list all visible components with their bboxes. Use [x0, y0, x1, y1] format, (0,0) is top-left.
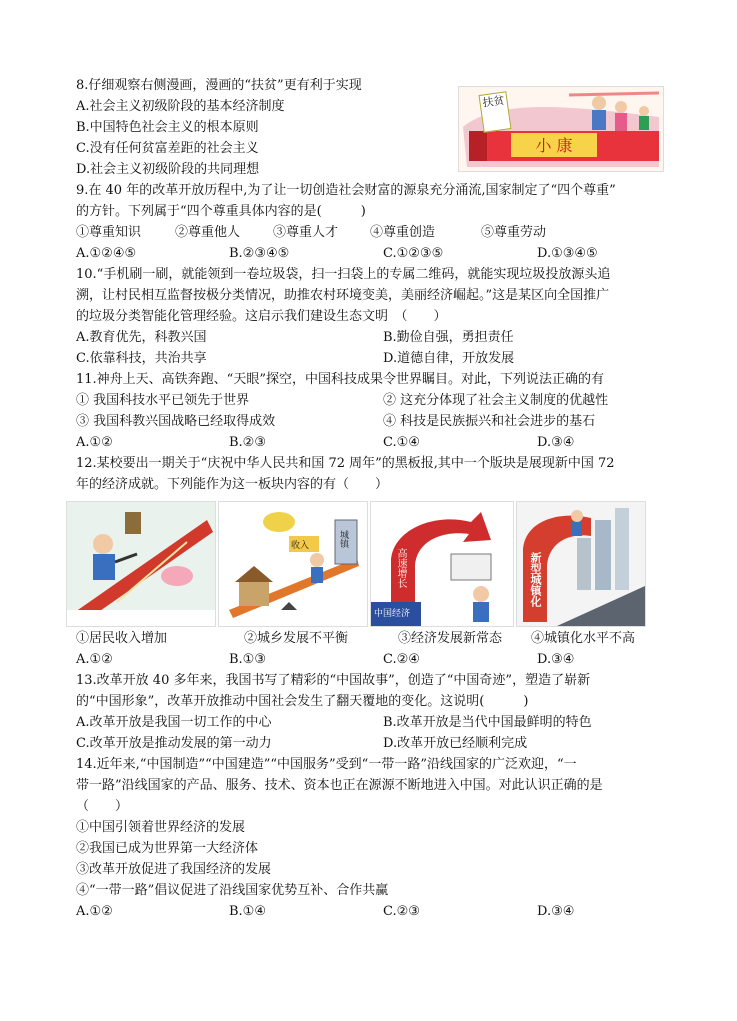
q11-item-1: ① 我国科技水平已领先于世界: [76, 393, 250, 408]
q9-item-5: ⑤尊重劳动: [481, 225, 547, 240]
q14-item-3: ③改革开放促进了我国经济的发展: [76, 862, 272, 877]
q12-stem-line1: 12.某校要出一期关于“庆祝中华人民共和国 72 周年”的黑板报,其中一个版块是展现新中国 72: [76, 456, 615, 471]
q12-cartoon-growth-label: 高速增长: [395, 548, 406, 588]
q9-choice-d: D.①③④⑤: [537, 246, 598, 261]
q12-cartoon-income-label: 收入: [291, 541, 310, 551]
q12-caption-1: ①居民收入增加: [76, 631, 168, 646]
q9-item-2: ②尊重他人: [175, 225, 241, 240]
q11-item-3: ③ 我国科教兴国战略已经取得成效: [76, 414, 276, 429]
q8-stem: 8.仔细观察右侧漫画，漫画的“扶贫”更有利于实现: [76, 78, 362, 93]
q12-cartoon-city-label: 城镇: [338, 530, 348, 548]
q14-item-2: ②我国已成为世界第一大经济体: [76, 841, 259, 856]
q14-choice-a: A.①②: [76, 904, 113, 919]
q11-item-4: ④ 科技是民族振兴和社会进步的基石: [383, 414, 596, 429]
q12-caption-3: ③经济发展新常态: [398, 631, 503, 646]
q9-choice-b: B.②③④⑤: [229, 246, 290, 261]
q14-choice-d: D.③④: [537, 904, 575, 919]
q8-option-c: C.没有任何贫富差距的社会主义: [76, 141, 259, 156]
q12-choice-d: D.③④: [537, 652, 575, 667]
q14-stem-line1: 14.近年来,“中国制造”“中国建造”“中国服务”受到“一带一路”沿线国家的广泛欢迎，“一: [76, 757, 577, 772]
q14-item-4: ④“一带一路”倡议促进了沿线国家优势互补、合作共赢: [76, 883, 389, 898]
q11-choice-c: C.①④: [383, 435, 420, 450]
q14-stem-line2: 带一路”沿线国家的产品、服务、技术、资本也正在源源不断地进入中国。对此认识正确的是: [76, 778, 603, 793]
q12-choice-c: C.②④: [383, 652, 420, 667]
q8-option-d: D.社会主义初级阶段的共同理想: [76, 162, 260, 177]
q13-choice-c: C.改革开放是推动发展的第一动力: [76, 736, 272, 751]
q9-choice-a: A.①②④⑤: [76, 246, 137, 261]
q9-item-4: ④尊重创造: [370, 225, 436, 240]
q13-choice-d: D.改革开放已经顺利完成: [383, 736, 528, 751]
q10-choice-d: D.道德自律，开放发展: [383, 351, 515, 366]
q11-stem: 11.神舟上天、高铁奔跑、“天眼”探空，中国科技成果令世界瞩目。对此，下列说法正确的有: [76, 372, 604, 387]
q12-cartoon-urban-rural: [218, 501, 368, 627]
q13-stem-line2: 的“中国形象”，改革开放推动中国社会发生了翻天覆地的变化。这说明( ): [76, 694, 529, 709]
q9-item-3: ③尊重人才: [273, 225, 339, 240]
q10-choice-b: B.勤俭自强，勇担责任: [383, 330, 514, 345]
q14-item-1: ①中国引领着世界经济的发展: [76, 820, 246, 835]
q14-choice-c: C.②③: [383, 904, 420, 919]
q8-cartoon-sign: 扶贫: [478, 91, 511, 133]
q12-caption-4: ④城镇化水平不高: [531, 631, 636, 646]
q12-choice-a: A.①②: [76, 652, 113, 667]
q10-stem-line3: 的垃圾分类智能化管理经验。这启示我们建设生态文明 （ ）: [76, 309, 447, 324]
q8-option-b: B.中国特色社会主义的根本原则: [76, 120, 259, 135]
q11-choice-d: D.③④: [537, 435, 575, 450]
q13-stem-line1: 13.改革开放 40 多年来，我国书写了精彩的“中国故事”，创造了“中国奇迹”，塑造了崭新: [76, 673, 591, 688]
q12-cartoon-urbanization-label: 新型城镇化: [529, 552, 542, 607]
q9-stem-line2: 的方针。下列属于“四个尊重具体内容的是( ): [76, 204, 366, 219]
q12-cartoon-new-normal: [370, 501, 514, 627]
q8-cartoon-banner-text: 小 康: [535, 136, 573, 155]
q9-item-1: ①尊重知识: [76, 225, 142, 240]
q8-cartoon-image: [458, 86, 664, 172]
q12-cartoon-economy-label: 中国经济: [374, 609, 411, 619]
q9-choice-c: C.①②③⑤: [383, 246, 444, 261]
q14-stem-line3: （ ）: [76, 799, 129, 814]
q10-choice-a: A.教育优先，科教兴国: [76, 330, 207, 345]
q10-stem-line1: 10.“手机刷一刷，就能领到一卷垃圾袋，扫一扫袋上的专属二维码，就能实现垃圾投放源头追: [76, 267, 611, 282]
q12-cartoon-urbanization: [516, 501, 646, 627]
q9-stem-line1: 9.在 40 年的改革开放历程中,为了让一切创造社会财富的源泉充分涌流,国家制定了“四个尊重”: [76, 183, 616, 198]
q11-choice-a: A.①②: [76, 435, 113, 450]
q8-option-a: A.社会主义初级阶段的基本经济制度: [76, 99, 285, 114]
q10-choice-c: C.依靠科技，共治共享: [76, 351, 207, 366]
q11-choice-b: B.②③: [229, 435, 266, 450]
q12-choice-b: B.①③: [229, 652, 266, 667]
q12-cartoon-income: [66, 501, 216, 627]
q12-stem-line2: 年的经济成就。下列能作为这一板块内容的有（ ）: [76, 477, 389, 492]
q11-item-2: ② 这充分体现了社会主义制度的优越性: [383, 393, 609, 408]
q12-caption-2: ②城乡发展不平衡: [244, 631, 349, 646]
q10-stem-line2: 溯，让村民相互监督按极分类情况，助推农村环境变美，美丽经济崛起。”这是某区向全国推广: [76, 288, 610, 303]
q13-choice-a: A.改革开放是我国一切工作的中心: [76, 715, 272, 730]
q14-choice-b: B.①④: [229, 904, 266, 919]
q13-choice-b: B.改革开放是当代中国最鲜明的特色: [383, 715, 592, 730]
